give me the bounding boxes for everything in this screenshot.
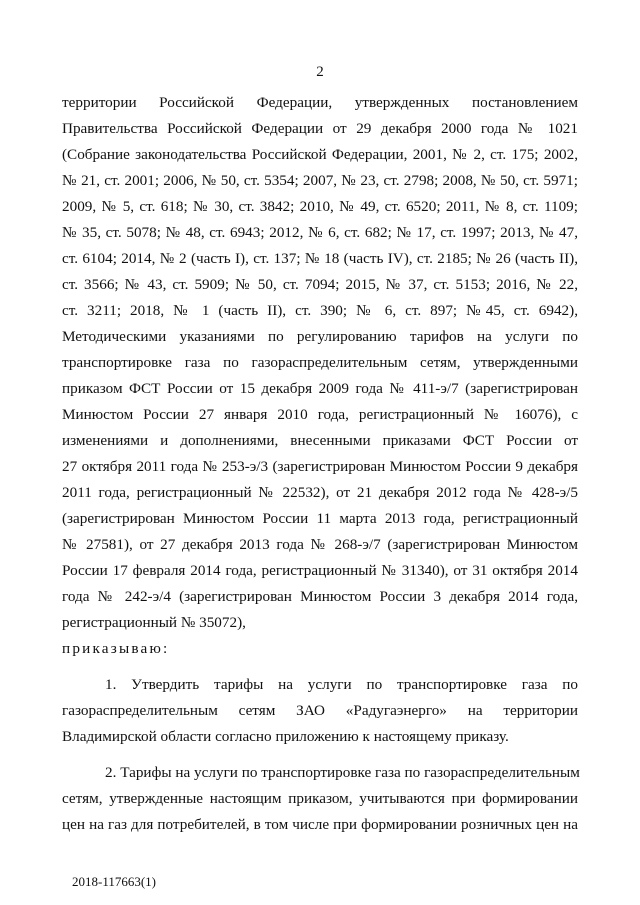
document-code: 2018-117663(1)	[72, 874, 157, 889]
text-line: приказом ФСТ России от 15 декабря 2009 года № 411-э/7 (зарегистрирован	[62, 380, 578, 397]
text-line: ст. 3211; 2018, № 1 (часть II), ст. 390; № 6, ст. 897; №45, ст. 6942),	[62, 302, 578, 319]
text-line: России 17 февраля 2014 года, регистрационный № 31340), от 31 октября 2014	[62, 562, 578, 579]
text-line: № 27581), от 27 декабря 2013 года № 268-э/7 (зарегистрирован Минюстом	[62, 536, 578, 553]
text-line: 2. Тарифы на услуги по транспортировке газа по газораспределительным	[105, 764, 580, 781]
text-line: цен на газ для потребителей, в том числе при формировании розничных цен на	[62, 816, 578, 833]
text-line: газораспределительным сетям ЗАО «Радугаэнерго» на территории	[62, 702, 578, 719]
text-line: Правительства Российской Федерации от 29 декабря 2000 года № 1021	[62, 120, 578, 137]
order-word: приказываю:	[62, 640, 170, 657]
text-line: 2009, № 5, ст. 618; № 30, ст. 3842; 2010, № 49, ст. 6520; 2011, № 8, ст. 1109;	[62, 198, 578, 215]
text-line: регистрационный № 35072),	[62, 614, 246, 631]
page-number: 2	[316, 64, 324, 80]
text-line: ст. 3566; № 43, ст. 5909; № 50, ст. 7094; 2015, № 37, ст. 5153; 2016, № 22,	[62, 276, 578, 293]
legal-basis-paragraph	[62, 90, 578, 636]
text-line: ст. 6104; 2014, № 2 (часть I), ст. 137; № 18 (часть IV), ст. 2185; № 26 (часть II),	[62, 250, 578, 267]
text-line: 1. Утвердить тарифы на услуги по транспортировке газа по	[105, 676, 578, 693]
text-line: сетям, утвержденные настоящим приказом, учитываются при формировании	[62, 790, 578, 807]
text-line: изменениями и дополнениями, внесенными приказами ФСТ России от	[62, 432, 578, 449]
text-line: № 35, ст. 5078; № 48, ст. 6943; 2012, № 6, ст. 682; № 17, ст. 1997; 2013, № 47,	[62, 224, 578, 241]
text-line: (зарегистрирован Минюстом России 11 марта 2013 года, регистрационный	[62, 510, 578, 527]
order-item-1	[62, 672, 578, 750]
text-line: (Собрание законодательства Российской Федерации, 2001, № 2, ст. 175; 2002,	[62, 146, 578, 163]
document-body	[62, 90, 578, 838]
text-line: года № 242-э/4 (зарегистрирован Минюстом России 3 декабря 2014 года,	[62, 588, 578, 605]
text-line: Методическими указаниями по регулированию тарифов на услуги по	[62, 328, 578, 345]
text-line: Владимирской области согласно приложению к настоящему приказу.	[62, 728, 509, 745]
text-line: Минюстом России 27 января 2010 года, регистрационный № 16076), с	[62, 406, 578, 423]
order-item-2	[62, 760, 578, 838]
text-line: № 21, ст. 2001; 2006, № 50, ст. 5354; 2007, № 23, ст. 2798; 2008, № 50, ст. 5971;	[62, 172, 578, 189]
text-line: 2011 года, регистрационный № 22532), от 21 декабря 2012 года № 428-э/5	[62, 484, 578, 501]
text-line: территории Российской Федерации, утвержденных постановлением	[62, 94, 578, 111]
text-line: транспортировке газа по газораспределительным сетям, утвержденными	[62, 354, 578, 371]
text-line: 27 октября 2011 года № 253-э/3 (зарегистрирован Минюстом России 9 декабря	[62, 458, 578, 475]
